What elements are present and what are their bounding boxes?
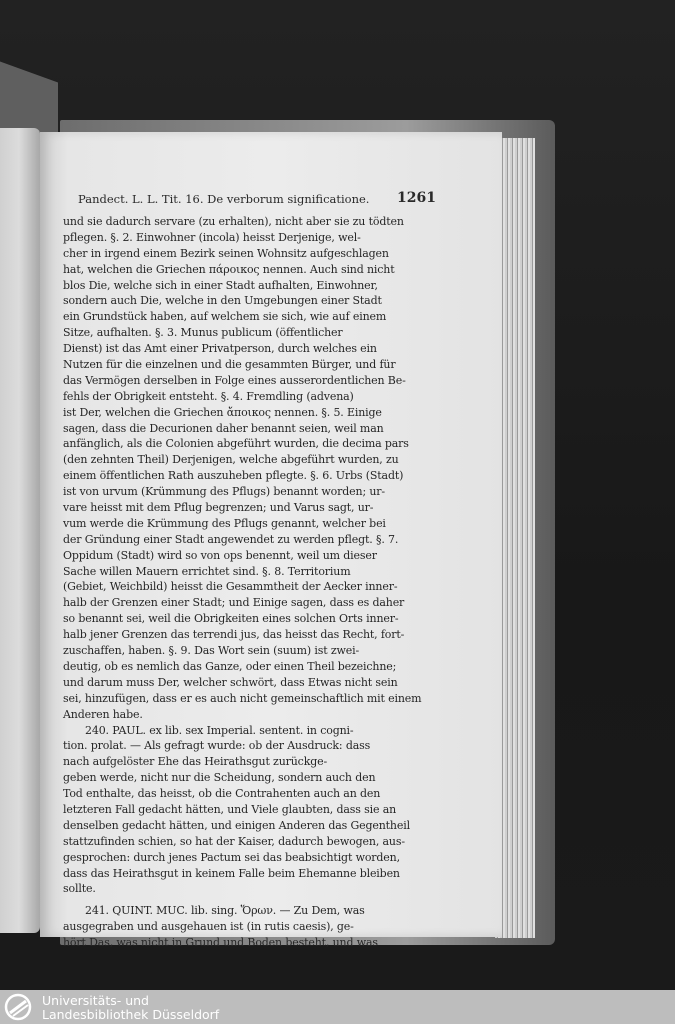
text-line: stattzufinden schien, so hat der Kaiser, dadurch bewogen, aus-: [63, 834, 405, 848]
text-line: und darum muss Der, welcher schwört, dass Etwas nicht sein: [63, 675, 398, 689]
text-line: fehls der Obrigkeit entsteht. §. 4. Fremdling (advena): [63, 389, 354, 403]
text-line: vare heisst mit dem Pflug begrenzen; und Varus sagt, ur-: [63, 501, 374, 515]
text-line: geben werde, nicht nur die Scheidung, sondern auch den: [63, 771, 376, 785]
text-line: und sie dadurch servare (zu erhalten), nicht aber sie zu tödten: [63, 215, 404, 228]
body-text: [63, 214, 427, 951]
text-line: (den zehnten Theil) Derjenigen, welche abgeführt wurden, zu: [63, 453, 399, 467]
text-line: hört Das, was nicht in Grund und Boden besteht, und was: [63, 936, 378, 950]
text-line: blos Die, welche sich in einer Stadt aufhalten, Einwohner,: [63, 278, 378, 292]
library-name-line1: Universitäts- und: [42, 993, 149, 1008]
text-line: dass das Heirathsgut in keinem Falle beim Ehemanne bleiben: [63, 866, 400, 880]
text-line: gesprochen: durch jenes Pactum sei das beabsichtigt worden,: [63, 850, 400, 864]
text-line: cher in irgend einem Bezirk seinen Wohnsitz aufgeschlagen: [63, 246, 389, 260]
text-line: Sitze, aufhalten. §. 3. Munus publicum (öffentlicher: [63, 326, 343, 340]
text-line: Sache willen Mauern errichtet sind. §. 8. Territorium: [63, 564, 351, 578]
text-line: der Gründung einer Stadt angewendet zu werden pflegt. §. 7.: [63, 532, 399, 546]
text-line: Anderen habe.: [63, 707, 143, 721]
text-line: vum werde die Krümmung des Pflugs genannt, welcher bei: [63, 516, 386, 530]
library-name: [42, 994, 219, 1022]
text-line: tion. prolat. — Als gefragt wurde: ob der Ausdruck: dass: [63, 739, 371, 753]
running-title: Pandect. L. L. Tit. 16. De verborum significatione.: [78, 192, 370, 206]
text-line: denselben gedacht hätten, und einigen Anderen das Gegentheil: [63, 818, 410, 832]
text-line: letzteren Fall gedacht hätten, und Viele glaubten, dass sie an: [63, 802, 397, 816]
section-heading-240: 240. PAUL. ex lib. sex Imperial. sentent. in cogni-: [85, 723, 354, 737]
text-line: (Gebiet, Weichbild) heisst die Gesammtheit der Aecker inner-: [63, 580, 398, 594]
text-line: sei, hinzufügen, dass er es auch nicht gemeinschaftlich mit einem: [63, 691, 422, 705]
text-line: Tod enthalte, das heisst, ob die Contrahenten auch an den: [63, 787, 381, 801]
text-line: deutig, ob es nemlich das Ganze, oder einen Theil bezeichne;: [63, 659, 397, 673]
text-line: Dienst) ist das Amt einer Privatperson, durch welches ein: [63, 342, 377, 356]
text-line: anfänglich, als die Colonien abgeführt wurden, die decima pars: [63, 437, 409, 451]
text-line: sondern auch Die, welche in den Umgebungen einer Stadt: [63, 294, 382, 308]
text-line: nach aufgelöster Ehe das Heirathsgut zurückge-: [63, 755, 328, 769]
left-page-edge: [0, 128, 40, 933]
library-logo-icon: [4, 993, 34, 1021]
text-line: sollte.: [63, 882, 96, 896]
text-line: ist von urvum (Krümmung des Pflugs) benannt worden; ur-: [63, 485, 385, 499]
text-line: pflegen. §. 2. Einwohner (incola) heisst Derjenige, wel-: [63, 230, 361, 244]
page-number: 1261: [397, 190, 436, 206]
text-line: so benannt sei, weil die Obrigkeiten eines solchen Orts inner-: [63, 612, 399, 626]
text-line: zuschaffen, haben. §. 9. Das Wort sein (suum) ist zwei-: [63, 644, 360, 658]
library-name-line2: Landesbibliothek Düsseldorf: [42, 1007, 220, 1022]
text-line: ausgegraben und ausgehauen ist (in rutis caesis), ge-: [63, 920, 354, 934]
text-line: hat, welchen die Griechen πάροικος nennen. Auch sind nicht: [63, 262, 395, 276]
running-header: [78, 190, 436, 210]
text-line: Nutzen für die einzelnen und die gesammten Bürger, und für: [63, 358, 396, 372]
section-heading-241: 241. QUINT. MUC. lib. sing. Ὅρων. — Zu Dem, was: [85, 904, 365, 918]
text-line: Oppidum (Stadt) wird so von ops benennt, weil um dieser: [63, 548, 377, 562]
text-line: ein Grundstück haben, auf welchem sie sich, wie auf einem: [63, 310, 387, 324]
text-line: das Vermögen derselben in Folge eines ausserordentlichen Be-: [63, 373, 406, 387]
text-line: halb der Grenzen einer Stadt; und Einige sagen, dass es daher: [63, 596, 405, 610]
text-line: ist Der, welchen die Griechen ἄποικος nennen. §. 5. Einige: [63, 405, 382, 419]
text-line: halb jener Grenzen das terrendi jus, das heisst das Recht, fort-: [63, 628, 405, 642]
text-line: sagen, dass die Decurionen daher benannt seien, weil man: [63, 421, 384, 435]
text-line: einem öffentlichen Rath auszuheben pflegte. §. 6. Urbs (Stadt): [63, 469, 404, 483]
library-footer: [0, 990, 675, 1024]
